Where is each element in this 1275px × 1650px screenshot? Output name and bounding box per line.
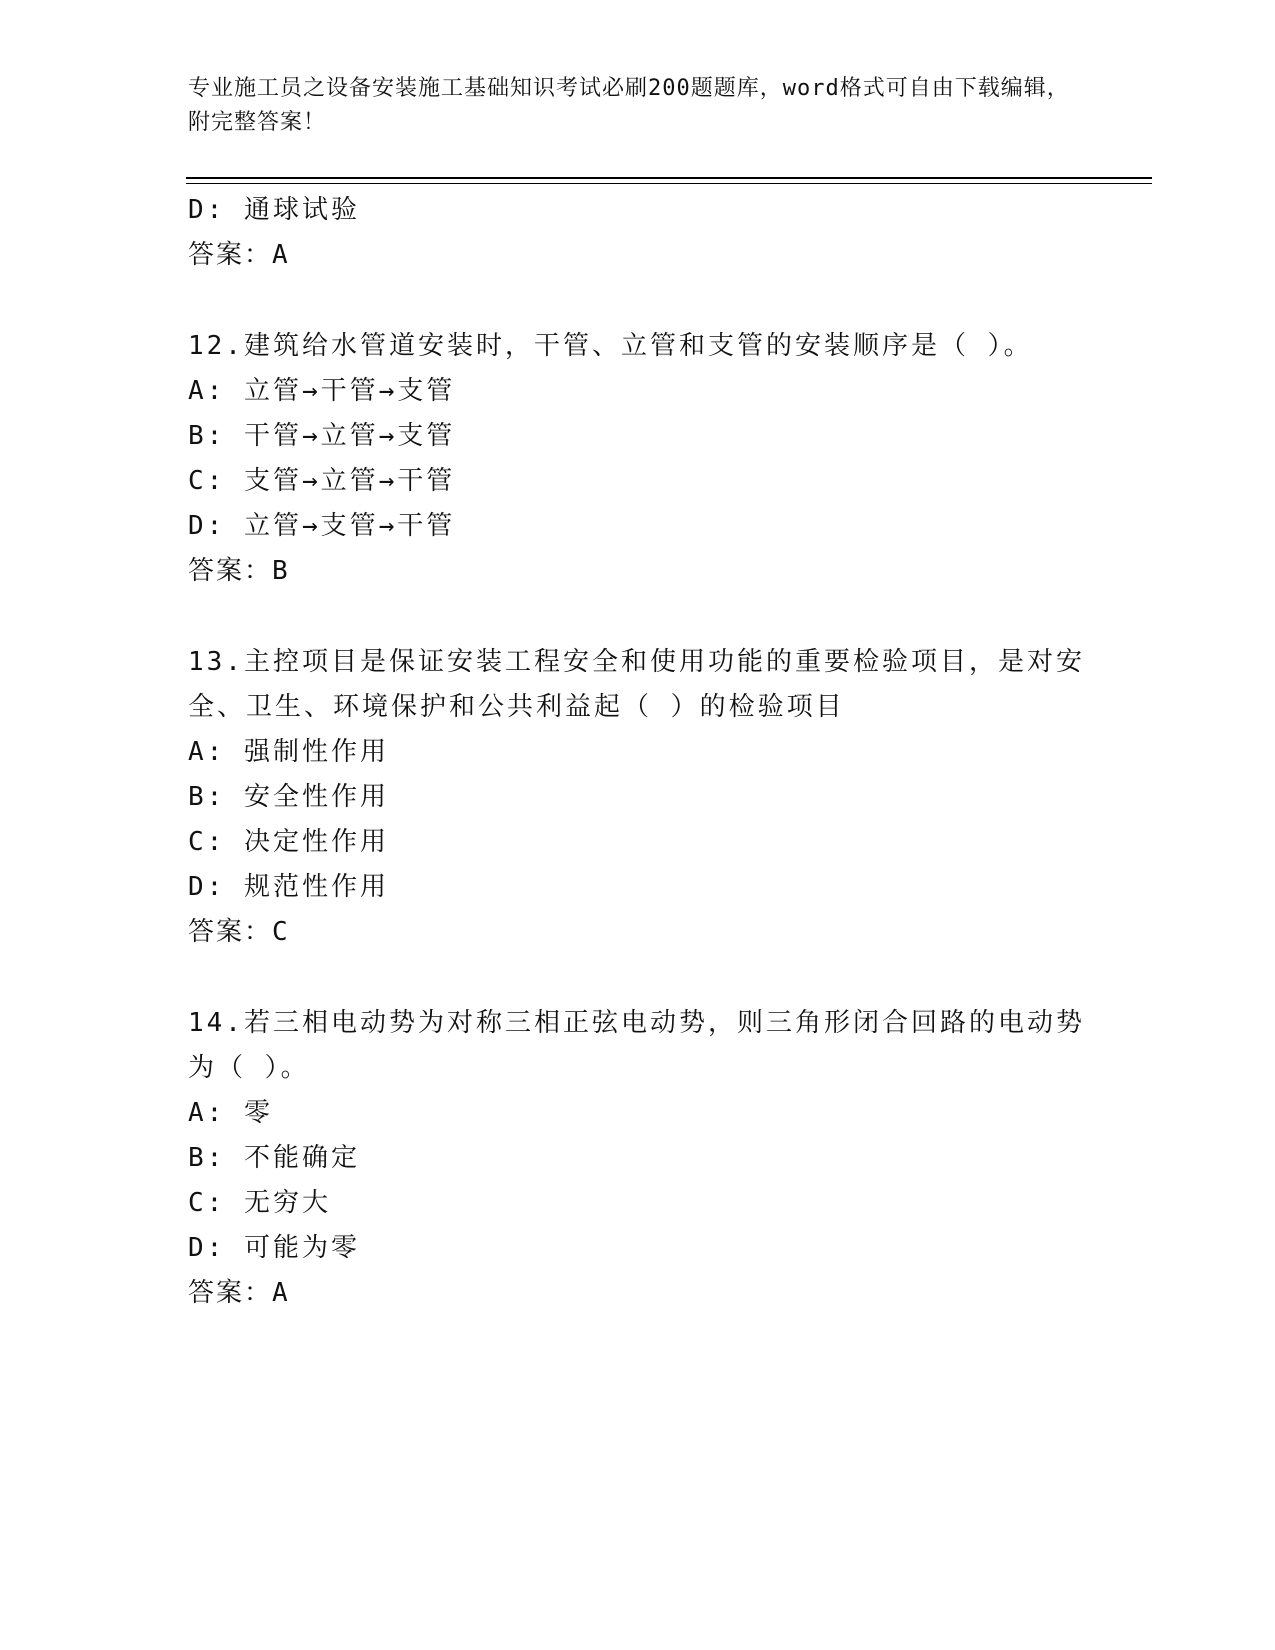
option-d: D: 立管→支管→干管 — [188, 511, 456, 541]
header-title: 专业施工员之设备安装施工基础知识考试必刷200题题库，word格式可自由下载编辑，附完整答案！ — [188, 76, 1070, 135]
answer: 答案：B — [188, 556, 290, 586]
option-b: B: 安全性作用 — [188, 782, 389, 812]
question-stem: 12.建筑给水管道安装时，干管、立管和支管的安装顺序是（ ）。 — [188, 331, 1033, 361]
question-stem: 13.主控项目是保证安装工程安全和使用功能的重要检验项目，是对安全、卫生、环境保护和公共利益起（ ）的检验项目 — [188, 647, 1085, 722]
option-d: D: 规范性作用 — [188, 872, 389, 902]
answer: 答案：C — [188, 917, 290, 947]
question-13 — [188, 640, 1088, 955]
header-rule-thin — [186, 183, 1152, 184]
option-c: C: 支管→立管→干管 — [188, 466, 456, 496]
question-content — [188, 188, 1088, 1316]
option-a: A: 强制性作用 — [188, 737, 389, 767]
document-header — [188, 72, 1088, 140]
option-c: C: 无穷大 — [188, 1188, 331, 1218]
question-stem: 14.若三相电动势为对称三相正弦电动势，则三角形闭合回路的电动势为（ ）。 — [188, 1008, 1085, 1083]
header-rule-thick — [186, 177, 1152, 179]
option-d: D: 可能为零 — [188, 1233, 360, 1263]
option-c: C: 决定性作用 — [188, 827, 389, 857]
answer: 答案：A — [188, 1278, 290, 1308]
option-b: B: 不能确定 — [188, 1143, 360, 1173]
prev-answer: 答案：A — [188, 240, 290, 270]
question-12 — [188, 324, 1088, 594]
prev-option-d: D: 通球试验 — [188, 195, 360, 225]
question-14 — [188, 1001, 1088, 1316]
option-a: A: 立管→干管→支管 — [188, 376, 456, 406]
option-a: A: 零 — [188, 1098, 273, 1128]
option-b: B: 干管→立管→支管 — [188, 421, 456, 451]
